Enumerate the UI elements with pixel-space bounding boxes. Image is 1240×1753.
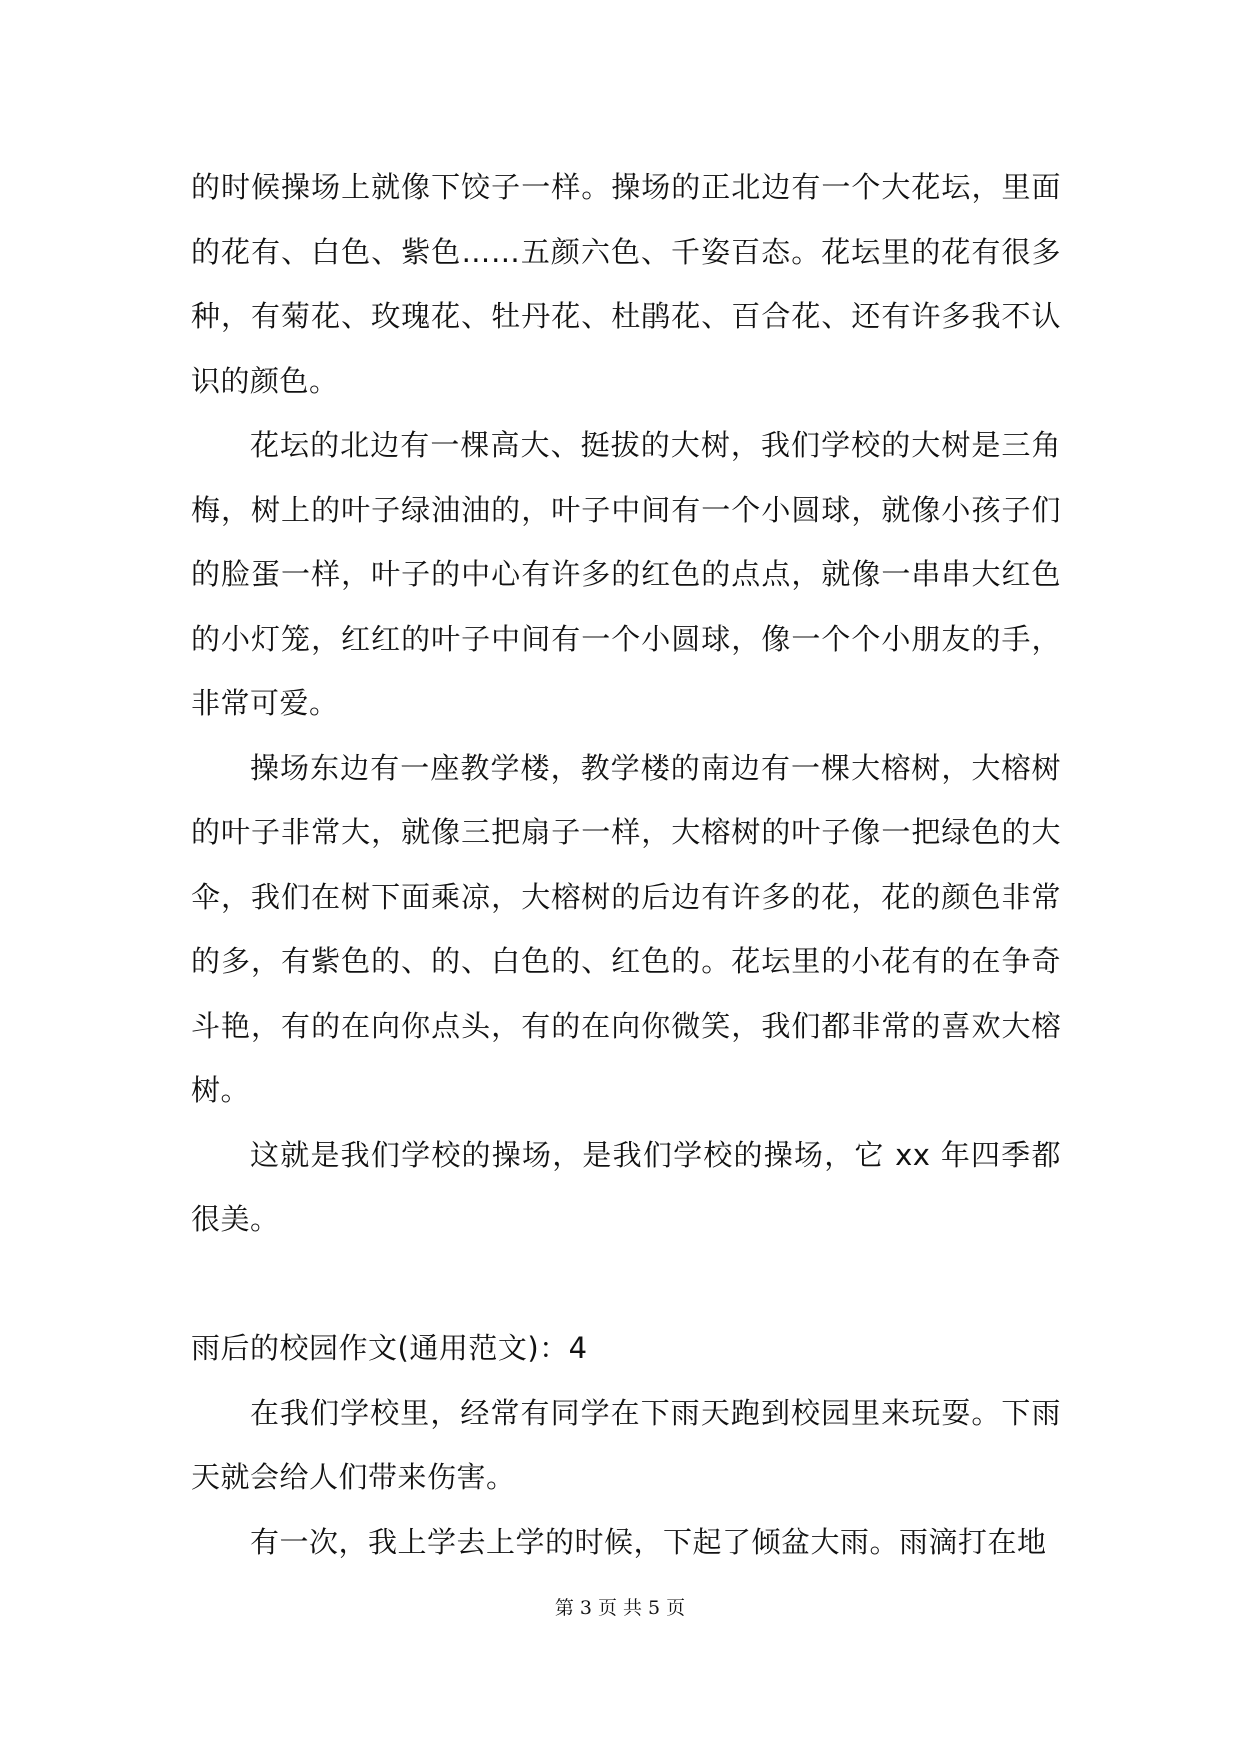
paragraph: 的时候操场上就像下饺子一样。操场的正北边有一个大花坛，里面的花有、白色、紫色……五颜六色、千姿百态。花坛里的花有很多种，有菊花、玫瑰花、牡丹花、杜鹃花、百合花、还有许多我不认识的颜色。 [191, 170, 1061, 398]
paragraph: 在我们学校里，经常有同学在下雨天跑到校园里来玩耍。下雨天就会给人们带来伤害。 [191, 1395, 1061, 1494]
paragraph: 花坛的北边有一棵高大、挺拔的大树，我们学校的大树是三角梅，树上的叶子绿油油的，叶子中间有一个小圆球，就像小孩子们的脸蛋一样，叶子的中心有许多的红色的点点，就像一串串大红色的小灯笼，红红的叶子中间有一个小圆球，像一个个小朋友的手，非常可爱。 [191, 428, 1061, 720]
paragraph: 有一次，我上学去上学的时候，下起了倾盆大雨。雨滴打在地 [250, 1524, 1047, 1559]
paragraph: 操场东边有一座教学楼，教学楼的南边有一棵大榕树，大榕树的叶子非常大，就像三把扇子一样，大榕树的叶子像一把绿色的大伞，我们在树下面乘凉，大榕树的后边有许多的花，花的颜色非常的多，有紫色的、的、白色的、红色的。花坛里的小花有的在争奇斗艳，有的在向你点头，有的在向你微笑，我们都非常的喜欢大榕树。 [191, 750, 1061, 1107]
section-spacer [191, 1252, 1061, 1317]
paragraph: 这就是我们学校的操场，是我们学校的操场，它 xx 年四季都很美。 [191, 1137, 1061, 1236]
document-body [191, 155, 1061, 1574]
section-heading: 雨后的校园作文(通用范文)：4 [191, 1331, 588, 1365]
page-number-footer: 第 3 页 共 5 页 [554, 1597, 686, 1619]
